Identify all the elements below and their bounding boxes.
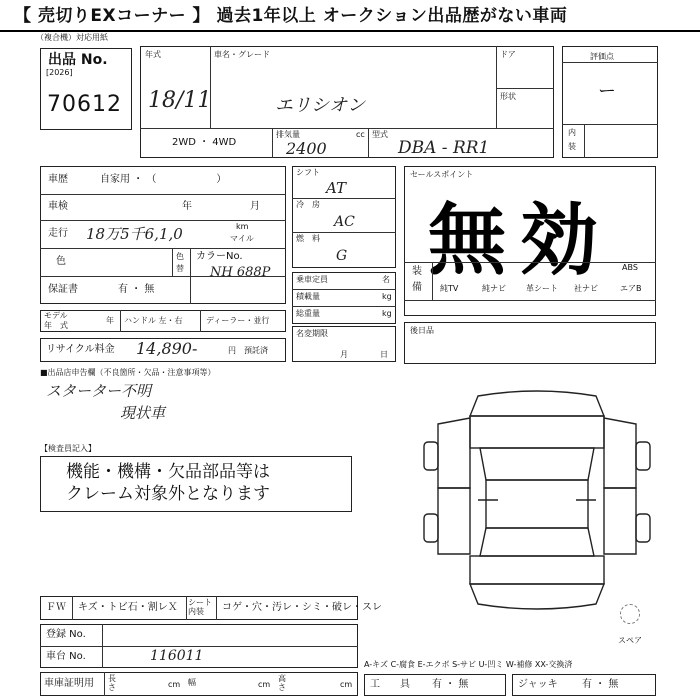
inspection-label: 車検 (48, 201, 68, 212)
model-code: DBA - RR1 (398, 138, 490, 158)
lot-number: 70612 (47, 92, 122, 117)
model-label: 型式 (372, 130, 388, 139)
later-items-label: 後日品 (410, 326, 434, 335)
declaration-line-2: 現状車 (120, 404, 166, 422)
score-value: ー (598, 81, 616, 102)
displacement-label: 排気量 (276, 130, 300, 139)
capacity-label: 乗車定員 (296, 275, 328, 284)
tools-label: 工 具 (370, 679, 410, 690)
height-label: 高さ (278, 674, 286, 692)
door-label: ドア (500, 50, 516, 59)
equip-item-5: エアB (620, 284, 642, 293)
load-unit: kg (382, 292, 392, 301)
recycle-value: 14,890- (136, 339, 198, 358)
spare-tire-icon (620, 604, 640, 624)
paper-note: （複合機）対応用紙 (36, 33, 108, 42)
sales-points-label: セールスポイント (410, 170, 474, 179)
transfer-month: 月 (340, 350, 348, 359)
history-label: 車歴 (48, 174, 68, 185)
yen-unit: 円 (228, 346, 236, 355)
shape-label: 形状 (500, 92, 516, 101)
declaration-title: ■出品店申告欄（不良箇所・欠品・注意事項等） (40, 368, 216, 377)
mileage-value: 18万5千6,1,0 (86, 225, 183, 243)
mileage-label: 走行 (48, 228, 68, 239)
length-label: 長さ (108, 674, 116, 692)
declaration-line-1: スターター不明 (46, 382, 152, 400)
void-stamp: 無効 (428, 196, 613, 286)
steering-options: ハンドル 左・右 (124, 316, 183, 325)
car-name: エリシオン (275, 95, 365, 116)
inspector-title: 【検査員記入】 (40, 444, 96, 453)
ex-corner-banner: 【 売切りEXコーナー 】 過去1年以上 オークション出品歴がない車両 (0, 0, 700, 32)
model-year-label-2: 年 式 (44, 321, 68, 330)
inspection-month: 月 (250, 201, 260, 212)
car-rear-window (480, 528, 594, 556)
equip-item-2: 純ナビ (482, 284, 506, 293)
model-year-unit: 年 (106, 316, 114, 325)
equip-item-3: 革シート (526, 284, 558, 293)
interior-label-1: 内 (568, 128, 576, 137)
year-value: 18/11 (148, 88, 212, 113)
registration-label: 登録 No. (46, 629, 86, 640)
damage-legend: A-キズ C-腐食 E-エクボ S-サビ U-凹ミ W-補修 XX-交換済 (364, 660, 573, 669)
car-damage-diagram (418, 388, 656, 620)
jack-label: ジャッキ (518, 679, 558, 690)
car-trunk (470, 556, 604, 584)
transfer-day: 日 (380, 350, 388, 359)
gross-weight-unit: kg (382, 309, 392, 318)
equipment-label-1: 装 (412, 266, 422, 277)
color-change-1: 色 (176, 252, 184, 261)
car-hood (470, 416, 604, 448)
height-unit: cm (340, 680, 353, 689)
history-options: 自家用 ・ （ ） (100, 174, 227, 185)
color-code: NH 688P (210, 265, 271, 280)
equip-item-4: 社ナビ (574, 284, 598, 293)
car-roof (486, 480, 588, 528)
car-roof-front (470, 391, 604, 416)
aircon-value: AC (334, 214, 355, 230)
right-rear-wheel (636, 514, 650, 542)
year-label: 年式 (145, 50, 161, 59)
chassis-number: 116011 (150, 648, 204, 664)
left-rear-wheel (424, 514, 438, 542)
left-rear-side (438, 488, 470, 554)
shift-label: シフト (296, 168, 320, 177)
abs-label: ABS (622, 263, 638, 272)
car-windshield (480, 448, 594, 480)
warranty-options: 有 ・ 無 (118, 284, 155, 295)
shift-value: AT (326, 179, 347, 197)
drive-type: 2WD ・ 4WD (172, 137, 237, 148)
color-change-2: 替 (176, 264, 184, 273)
fuel-label: 燃 料 (296, 234, 320, 243)
chassis-label: 車台 No. (46, 651, 86, 662)
km-unit: km (236, 222, 249, 231)
equip-item-1: 純TV (440, 284, 459, 293)
width-unit: cm (258, 680, 271, 689)
model-year-label-1: モデル (44, 311, 68, 320)
right-front-wheel (636, 442, 650, 470)
interior-label-2: 装 (568, 142, 576, 151)
recycle-label: リサイクル料金 (46, 344, 115, 355)
name-grade-label: 車名・グレード (214, 50, 270, 59)
fw-codes: キズ・トビ石・割レＸ (78, 602, 178, 613)
notice-line-1: 機能・機構・欠品部品等は (66, 462, 270, 482)
aircon-label: 冷 房 (296, 200, 320, 209)
fuel-value: G (336, 248, 348, 264)
dealer-options: ディーラー・並行 (206, 316, 270, 325)
seat-codes: コゲ・穴・汚レ・シミ・破レ・スレ (222, 602, 382, 613)
transfer-deadline-label: 名変期限 (296, 329, 328, 338)
jack-options: 有 ・ 無 (582, 679, 619, 690)
deposit-status: 預託済 (244, 346, 268, 355)
right-front-side (604, 418, 636, 488)
displacement-value: 2400 (286, 139, 327, 158)
color-label: 色 (56, 256, 66, 267)
fw-label: ＦＷ (46, 602, 66, 613)
persons-unit: 名 (382, 275, 390, 284)
equipment-label-2: 備 (412, 282, 422, 293)
notice-line-2: クレーム対象外となります (66, 484, 270, 504)
width-label: 幅 (188, 678, 196, 687)
mile-unit: マイル (230, 234, 254, 243)
tools-options: 有 ・ 無 (432, 679, 469, 690)
lot-year: [2026] (46, 68, 73, 77)
cc-unit: cc (356, 130, 365, 139)
inspection-year: 年 (182, 201, 192, 212)
gross-weight-label: 総重量 (296, 309, 320, 318)
left-front-wheel (424, 442, 438, 470)
length-unit: cm (168, 680, 181, 689)
garage-cert-label: 車庫証明用 (44, 678, 94, 689)
spare-label: スペア (618, 636, 642, 645)
later-items-block (404, 322, 656, 364)
score-label: 評価点 (590, 52, 614, 61)
right-rear-side (604, 488, 636, 554)
load-label: 積載量 (296, 292, 320, 301)
color-no-label: カラーNo. (196, 251, 243, 262)
lot-label: 出品 No. (48, 52, 108, 68)
warranty-label: 保証書 (48, 284, 78, 295)
seat-label: シート内装 (188, 598, 212, 616)
left-front-side (438, 418, 470, 488)
car-rear-bumper (470, 584, 604, 609)
